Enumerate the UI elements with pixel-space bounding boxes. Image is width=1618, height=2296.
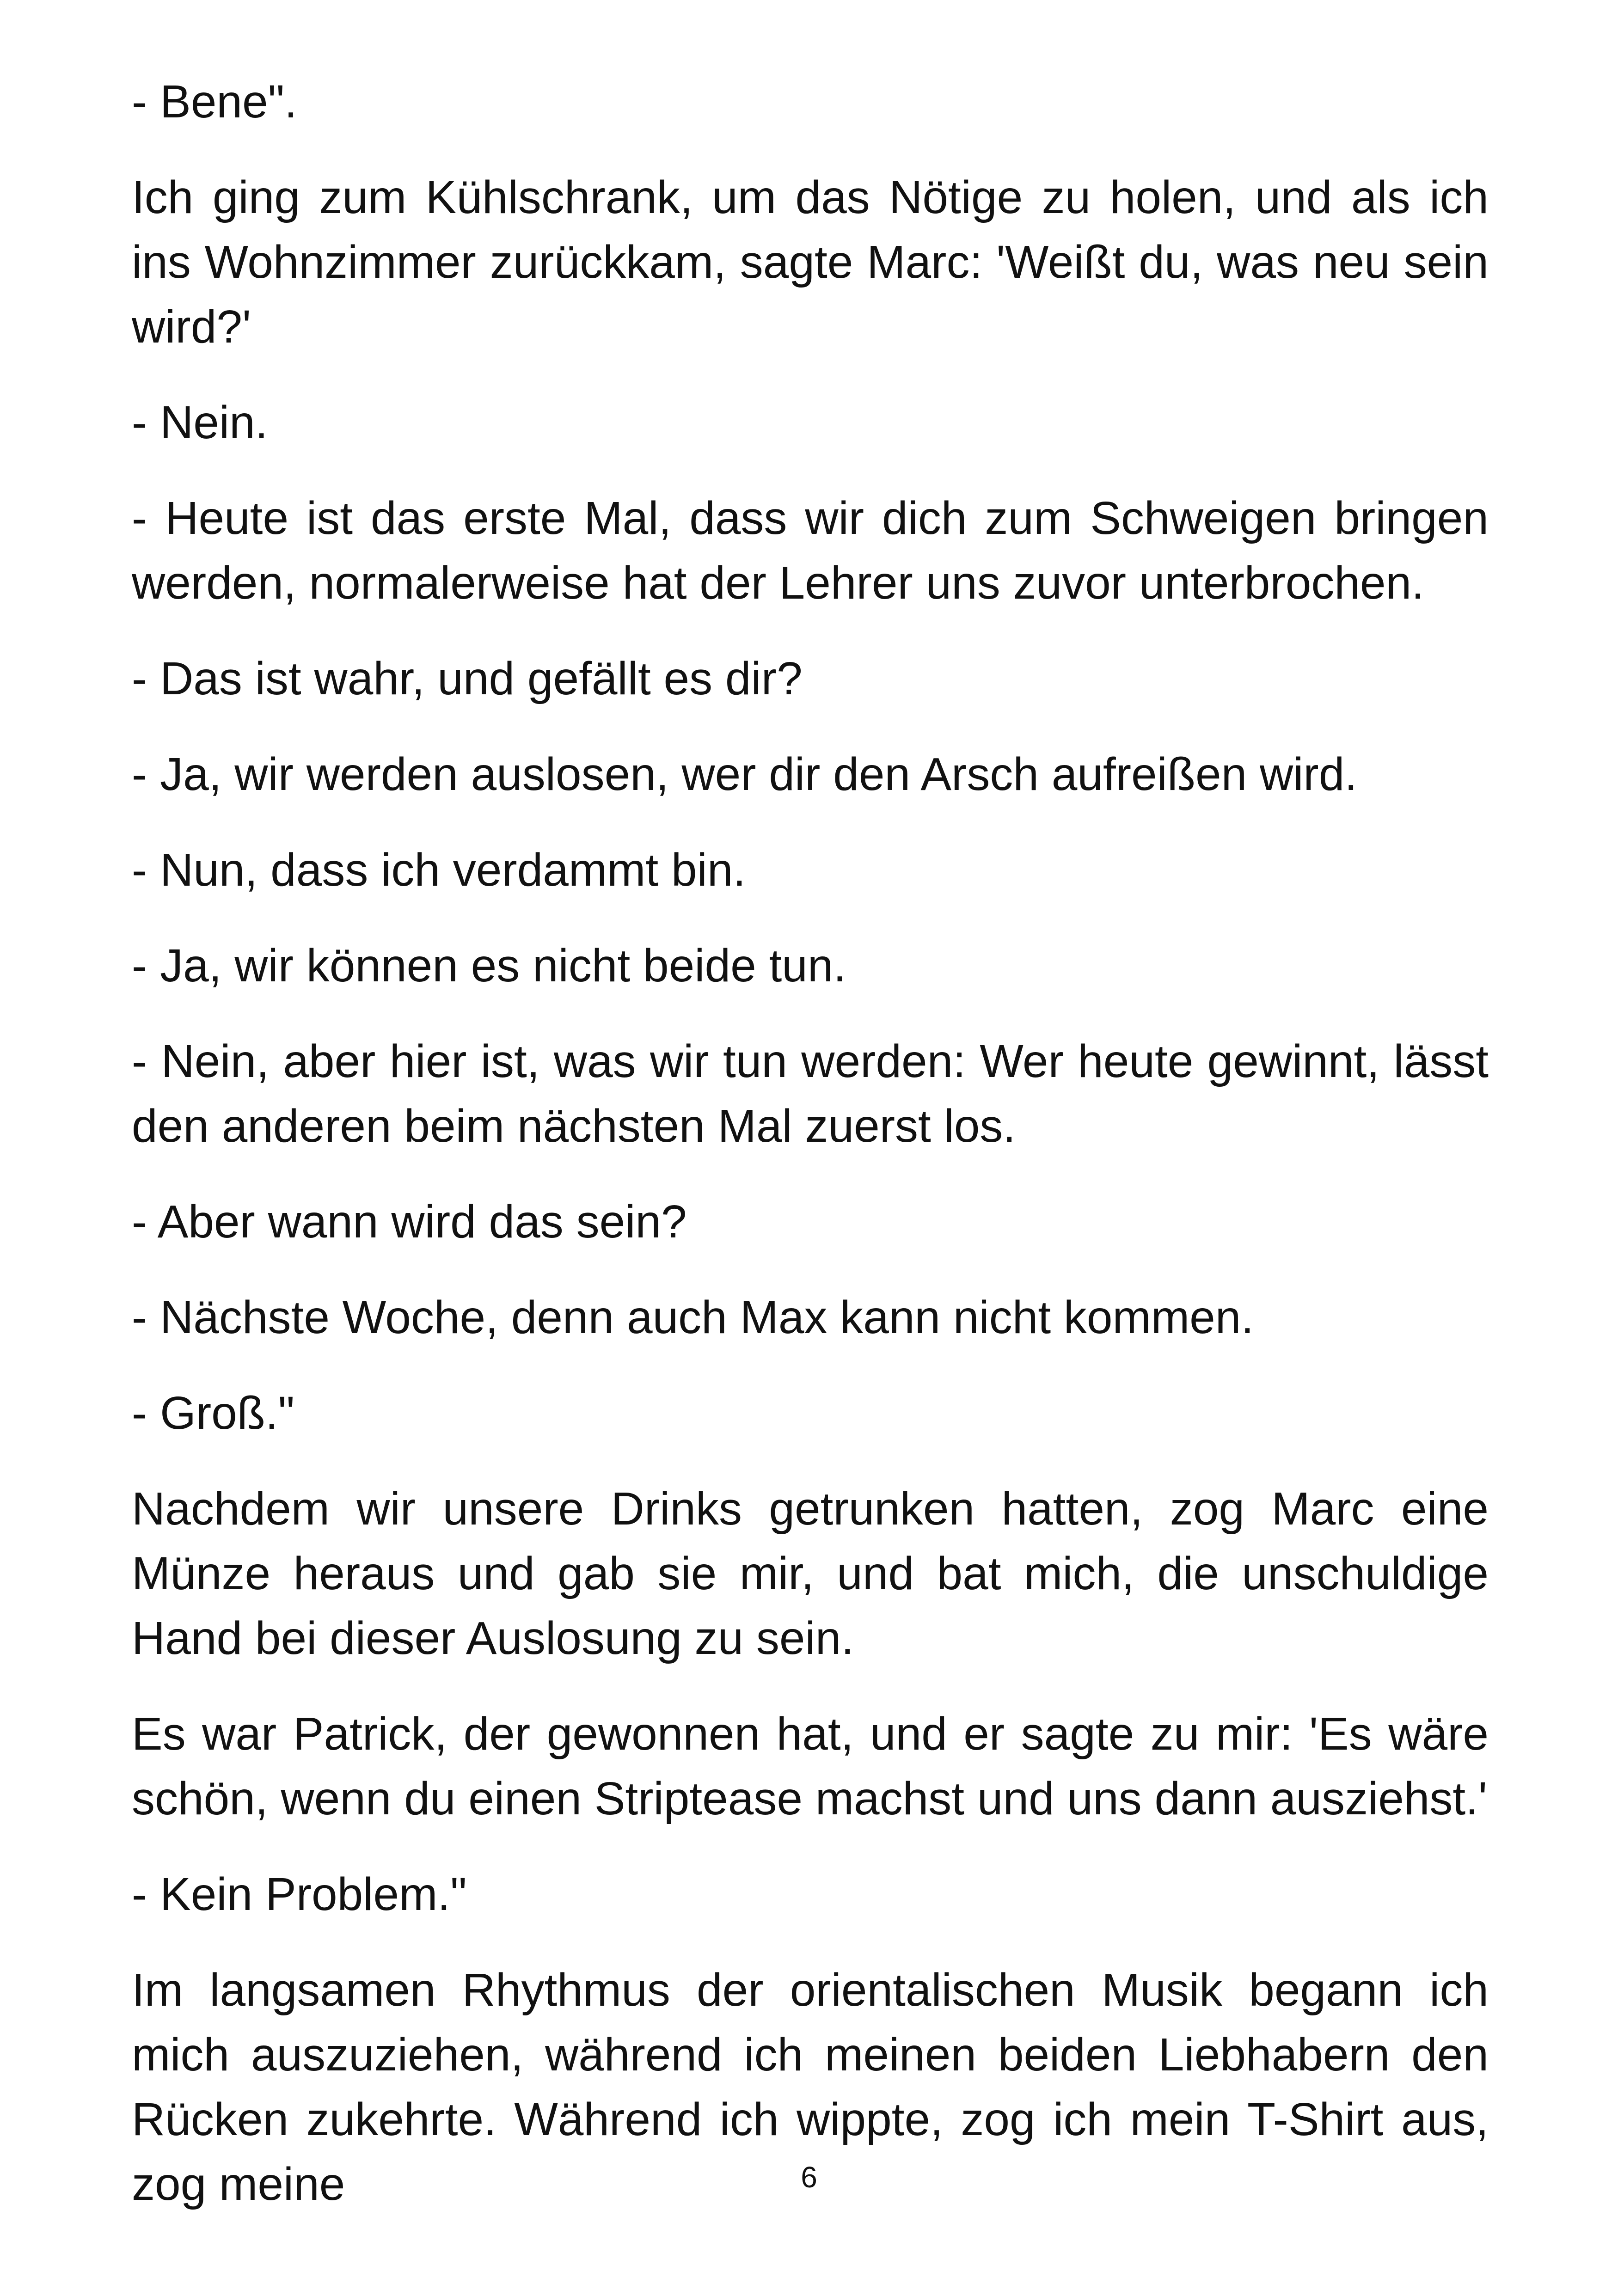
page-number: 6 xyxy=(801,2161,817,2194)
paragraph: - Groß." xyxy=(132,1387,295,1439)
paragraph: - Ja, wir werden auslosen, wer dir den Arsch aufreißen wird. xyxy=(132,748,1358,800)
paragraph: - Nächste Woche, denn auch Max kann nicht kommen. xyxy=(132,1292,1254,1343)
paragraph: - Nein. xyxy=(132,397,268,448)
paragraph: - Das ist wahr, und gefällt es dir? xyxy=(132,653,803,704)
paragraph: Im langsamen Rhythmus der orientalischen Musik begann ich mich auszuziehen, während ich meinen beiden Liebhabern den Rücken zukehrte. Während ich wippte, zog ich mein T-Shirt aus, zog meine xyxy=(132,1964,1489,2210)
paragraph: - Nun, dass ich verdammt bin. xyxy=(132,844,746,896)
paragraph: Es war Patrick, der gewonnen hat, und er sagte zu mir: 'Es wäre schön, wenn du einen Striptease machst und uns dann ausziehst.' xyxy=(132,1708,1489,1825)
paragraph: - Ja, wir können es nicht beide tun. xyxy=(132,940,846,992)
paragraph: - Nein, aber hier ist, was wir tun werden: Wer heute gewinnt, lässt den anderen beim nächsten Mal zuerst los. xyxy=(132,1035,1489,1152)
paragraph: Nachdem wir unsere Drinks getrunken hatten, zog Marc eine Münze heraus und gab sie mir, und bat mich, die unschuldige Hand bei dieser Auslosung zu sein. xyxy=(132,1483,1489,1664)
body-text xyxy=(132,69,1489,2247)
paragraph: - Bene". xyxy=(132,76,297,128)
paragraph: - Kein Problem." xyxy=(132,1868,467,1920)
paragraph: - Aber wann wird das sein? xyxy=(132,1196,687,1248)
paragraph: Ich ging zum Kühlschrank, um das Nötige zu holen, und als ich ins Wohnzimmer zurückkam, sagte Marc: 'Weißt du, was neu sein wird?' xyxy=(132,171,1489,353)
paragraph: - Heute ist das erste Mal, dass wir dich zum Schweigen bringen werden, normalerweise hat der Lehrer uns zuvor unterbrochen. xyxy=(132,492,1489,609)
